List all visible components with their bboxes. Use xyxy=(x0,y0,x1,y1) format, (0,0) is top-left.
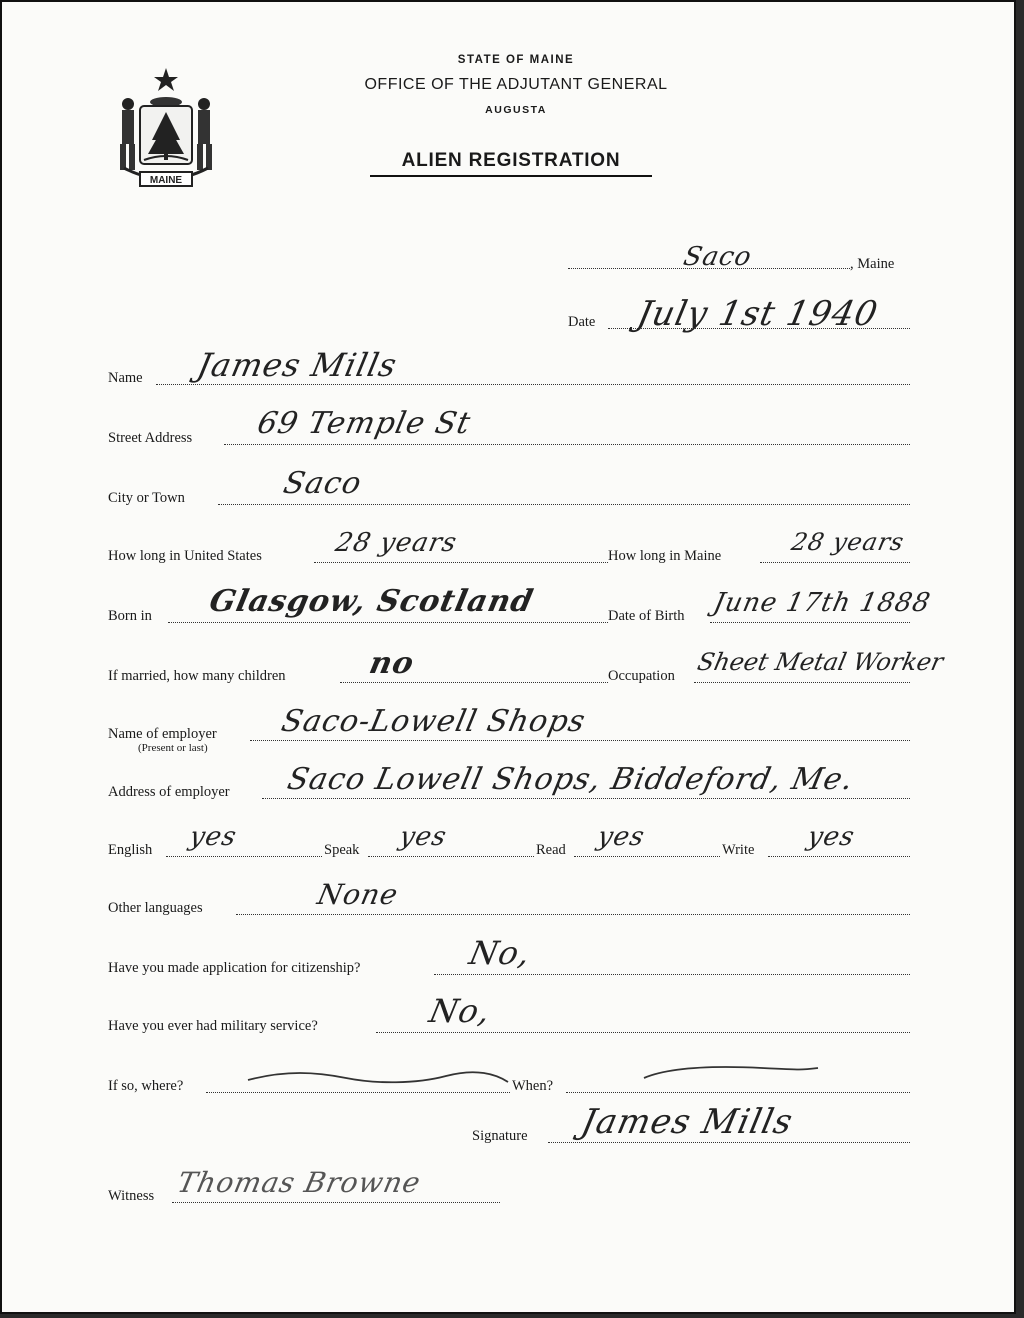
english-value: yes xyxy=(186,822,240,852)
speak-line xyxy=(368,856,534,857)
born-in-label: Born in xyxy=(108,608,152,624)
city-line xyxy=(218,504,910,505)
employer-note: (Present or last) xyxy=(138,742,208,754)
how-long-maine-label: How long in Maine xyxy=(608,548,722,564)
name-value: James Mills xyxy=(193,346,401,384)
how-long-maine-line xyxy=(760,562,910,563)
date-value: July 1st 1940 xyxy=(633,294,882,334)
street-value: 69 Temple St xyxy=(254,406,475,441)
citizenship-value: No, xyxy=(465,934,535,972)
street-line xyxy=(224,444,910,445)
name-line xyxy=(156,384,910,385)
town-value: Saco xyxy=(680,242,755,272)
occupation-value: Sheet Metal Worker xyxy=(695,648,946,676)
if-so-where-line xyxy=(206,1092,510,1093)
street-label: Street Address xyxy=(108,430,193,446)
military-value: No, xyxy=(425,992,495,1030)
city-value: Saco xyxy=(280,466,366,501)
if-so-where-label: If so, where? xyxy=(108,1078,184,1094)
header-state: STATE OF MAINE xyxy=(457,54,575,66)
date-of-birth-value: June 17th 1888 xyxy=(710,588,934,618)
read-line xyxy=(574,856,720,857)
witness-label: Witness xyxy=(108,1188,155,1204)
married-label: If married, how many children xyxy=(108,668,286,684)
born-in-line xyxy=(168,622,608,623)
english-line xyxy=(166,856,322,857)
when-line xyxy=(566,1092,910,1093)
english-label: English xyxy=(108,842,153,858)
signature-line xyxy=(548,1142,910,1143)
citizenship-line xyxy=(434,974,910,975)
employer-address-value: Saco Lowell Shops, Biddeford, Me. xyxy=(284,762,857,797)
occupation-label: Occupation xyxy=(608,668,675,684)
married-line xyxy=(340,682,608,683)
header-office: OFFICE OF THE ADJUTANT GENERAL xyxy=(364,76,668,93)
how-long-us-label: How long in United States xyxy=(108,548,262,564)
speak-value: yes xyxy=(396,822,450,852)
date-of-birth-label: Date of Birth xyxy=(608,608,685,624)
write-line xyxy=(768,856,910,857)
other-languages-label: Other languages xyxy=(108,900,203,916)
maine-label: , Maine xyxy=(850,256,895,272)
date-of-birth-line xyxy=(710,622,910,623)
how-long-maine-value: 28 years xyxy=(789,528,908,556)
speak-label: Speak xyxy=(324,842,360,858)
when-label: When? xyxy=(512,1078,554,1094)
other-languages-value: None xyxy=(314,878,402,911)
military-label: Have you ever had military service? xyxy=(108,1018,318,1034)
employer-label: Name of employer xyxy=(108,726,217,742)
header-city: AUGUSTA xyxy=(485,104,547,116)
occupation-line xyxy=(694,682,910,683)
signature-label: Signature xyxy=(472,1128,528,1144)
seal-text: MAINE xyxy=(149,175,183,186)
when-dash-mark xyxy=(642,1062,822,1082)
name-label: Name xyxy=(108,370,143,386)
where-dash-mark xyxy=(246,1068,512,1088)
write-label: Write xyxy=(722,842,755,858)
city-label: City or Town xyxy=(108,490,185,506)
children-value: no xyxy=(366,646,418,681)
date-label: Date xyxy=(568,314,596,330)
born-in-value: Glasgow, Scotland xyxy=(206,584,537,619)
how-long-us-value: 28 years xyxy=(332,528,460,558)
form-title: ALIEN REGISTRATION xyxy=(370,150,652,177)
citizenship-label: Have you made application for citizenship? xyxy=(108,960,361,976)
employer-value: Saco-Lowell Shops xyxy=(278,704,589,739)
other-languages-line xyxy=(236,914,910,915)
military-line xyxy=(376,1032,910,1033)
employer-address-label: Address of employer xyxy=(108,784,230,800)
employer-line xyxy=(250,740,910,741)
write-value: yes xyxy=(804,822,858,852)
signature-value: James Mills xyxy=(577,1102,797,1142)
how-long-us-line xyxy=(314,562,608,563)
read-value: yes xyxy=(594,822,648,852)
employer-address-line xyxy=(262,798,910,799)
witness-value: Thomas Browne xyxy=(174,1166,424,1199)
witness-line xyxy=(172,1202,500,1203)
read-label: Read xyxy=(536,842,566,858)
